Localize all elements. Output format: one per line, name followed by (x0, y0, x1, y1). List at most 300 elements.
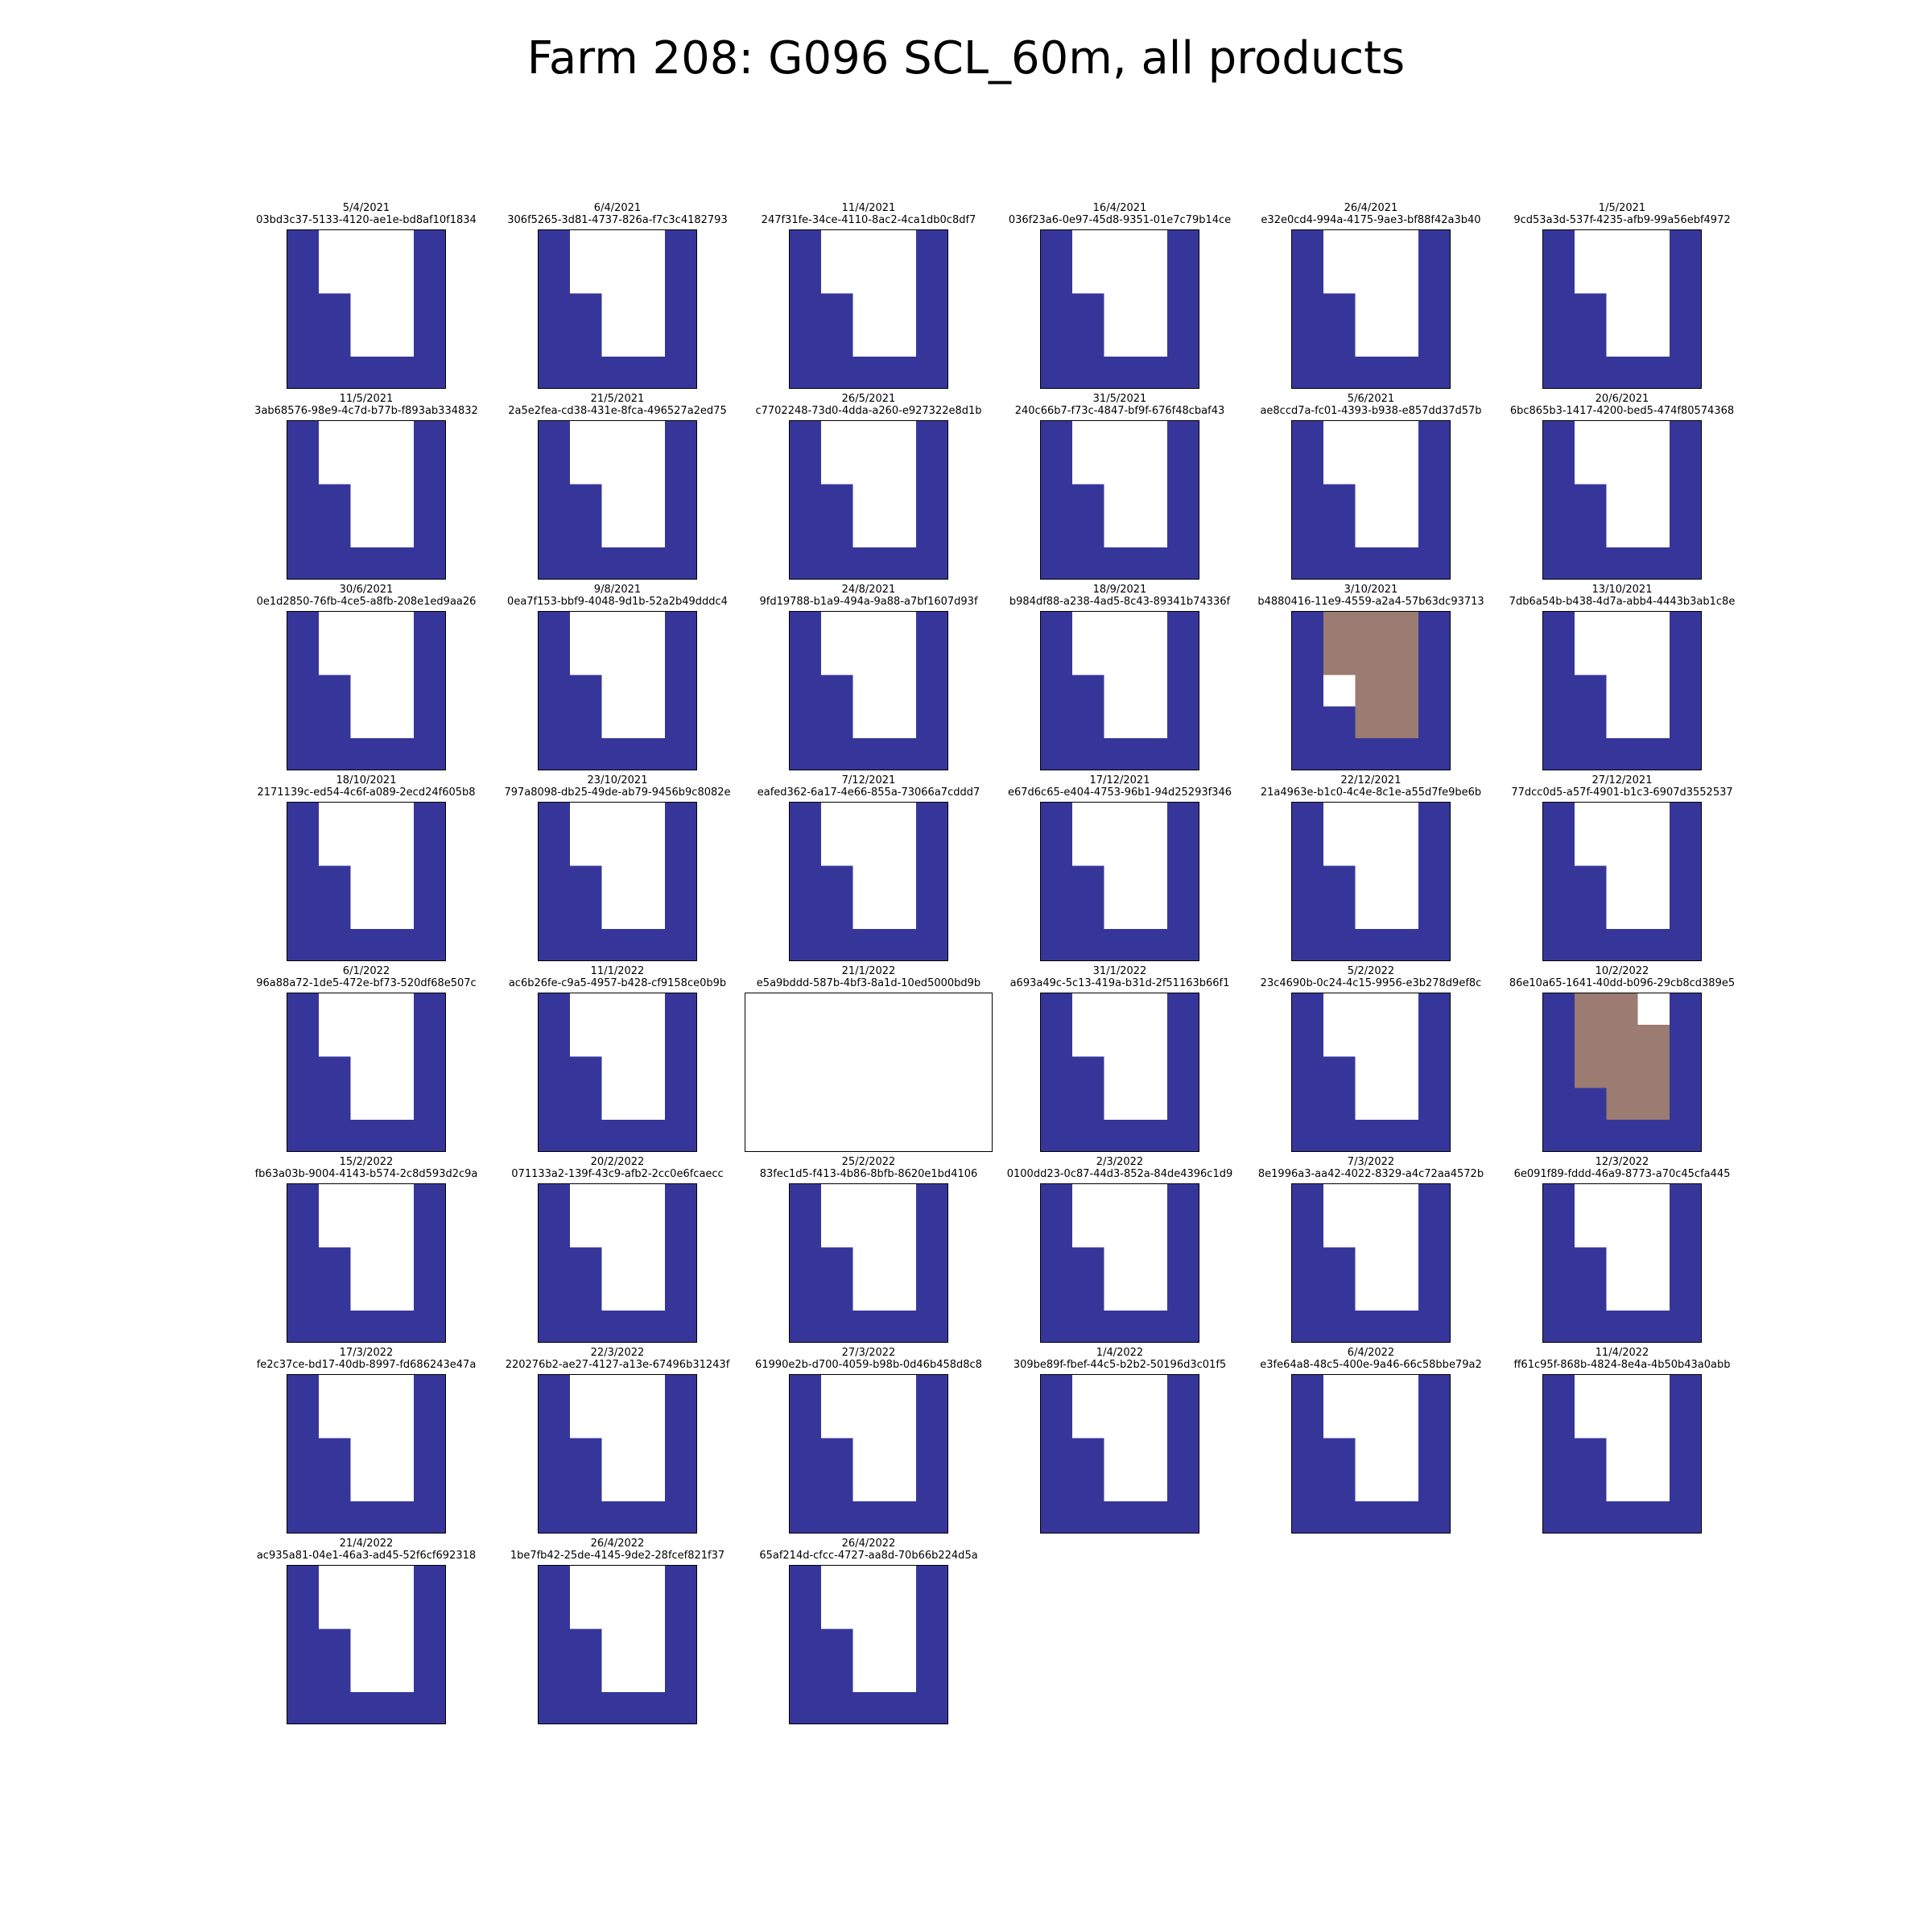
scl-pixel-blank (601, 1247, 634, 1279)
scl-pixel-vegetation (539, 1566, 571, 1598)
scl-pixel-vegetation (414, 1279, 445, 1311)
scl-panel (508, 965, 727, 1152)
scl-heatmap (539, 421, 696, 579)
scl-heatmap (1041, 1375, 1199, 1533)
scl-pixel-vegetation (916, 516, 947, 548)
scl-pixel-vegetation (634, 1120, 666, 1151)
scl-pixel-vegetation (916, 707, 947, 739)
scl-pixel-blank (319, 421, 351, 453)
scl-pixel-vegetation (570, 1438, 602, 1470)
scl-pixel-vegetation (287, 484, 320, 516)
scl-pixel-blank (1136, 452, 1168, 485)
panel-date: 24/8/2021 (841, 584, 896, 596)
scl-pixel-vegetation (821, 1470, 853, 1502)
scl-pixel-vegetation (1575, 1438, 1607, 1470)
scl-pixel-vegetation (1418, 1470, 1450, 1502)
scl-pixel-blank (1575, 452, 1607, 485)
scl-pixel-blank (1355, 293, 1387, 325)
panel-product-id: 6e091f89-fddd-46a9-8773-a70c45cfa445 (1513, 1168, 1731, 1180)
scl-pixel-vegetation (665, 547, 696, 579)
scl-heatmap (790, 230, 947, 388)
scl-pixel-vegetation (916, 865, 947, 898)
scl-pixel-blank (885, 293, 917, 325)
scl-pixel-vegetation (1418, 707, 1450, 739)
scl-pixel-blank (852, 1406, 885, 1439)
panel-image (789, 1565, 948, 1724)
scl-pixel-vegetation (1543, 803, 1575, 835)
panel-image (1291, 611, 1451, 770)
scl-pixel-vegetation (1418, 1406, 1450, 1439)
scl-pixel-blank (1387, 1025, 1419, 1057)
scl-pixel-blank (821, 1184, 853, 1216)
scl-pixel-blank (634, 1247, 666, 1279)
scl-pixel-vegetation (319, 1438, 351, 1470)
scl-pixel-blank (382, 1375, 415, 1407)
scl-pixel-vegetation (1323, 547, 1356, 579)
scl-pixel-vegetation (1167, 547, 1199, 579)
scl-pixel-vegetation (665, 1025, 696, 1057)
scl-pixel-blank (350, 1247, 382, 1279)
scl-pixel-vegetation (1292, 230, 1324, 262)
scl-pixel-vegetation (1418, 421, 1450, 453)
scl-pixel-vegetation (319, 516, 351, 548)
scl-pixel-blank (350, 643, 382, 675)
scl-pixel-vegetation (852, 1311, 885, 1342)
scl-pixel-vegetation (1543, 1120, 1575, 1151)
scl-pixel-vegetation (916, 230, 947, 262)
scl-pixel-vegetation (1292, 1056, 1324, 1088)
scl-pixel-vegetation (414, 834, 445, 866)
scl-pixel-vegetation (287, 865, 320, 898)
scl-pixel-vegetation (1292, 675, 1324, 707)
scl-pixel-blank (1104, 834, 1136, 866)
scl-pixel-vegetation (1292, 1216, 1324, 1248)
scl-pixel-blank (350, 612, 382, 644)
scl-panel (1257, 1156, 1484, 1343)
scl-pixel-vegetation (319, 1501, 351, 1533)
scl-pixel-vegetation (1323, 1501, 1356, 1533)
scl-pixel-vegetation (1136, 738, 1168, 770)
scl-pixel-vegetation (382, 929, 415, 960)
panel-date: 20/2/2022 (590, 1156, 645, 1168)
panel-image (1542, 611, 1702, 770)
scl-pixel-blank (1072, 1216, 1104, 1248)
scl-pixel-blank (634, 865, 666, 898)
scl-pixel-vegetation (1575, 1279, 1607, 1311)
scl-pixel-vegetation (916, 325, 947, 357)
scl-pixel-vegetation (916, 1692, 947, 1724)
scl-heatmap (1292, 803, 1450, 960)
scl-pixel-vegetation (539, 1279, 571, 1311)
scl-pixel-vegetation (665, 325, 696, 357)
scl-pixel-vegetation (1292, 1279, 1324, 1311)
scl-pixel-blank (1136, 325, 1168, 357)
panel-product-id: 9fd19788-b1a9-494a-9a88-a7bf1607d93f (759, 596, 978, 608)
scl-pixel-vegetation (570, 1661, 602, 1693)
scl-pixel-vegetation (790, 803, 822, 835)
scl-pixel-cloud_shadow (1323, 612, 1356, 644)
scl-pixel-vegetation (790, 1279, 822, 1311)
scl-pixel-vegetation (1575, 484, 1607, 516)
scl-pixel-blank (1606, 293, 1638, 325)
scl-pixel-vegetation (414, 1629, 445, 1661)
scl-pixel-blank (1136, 1056, 1168, 1088)
scl-pixel-vegetation (885, 1692, 917, 1724)
scl-pixel-vegetation (1167, 1438, 1199, 1470)
scl-pixel-vegetation (1670, 452, 1701, 485)
scl-pixel-vegetation (790, 325, 822, 357)
scl-pixel-cloud_shadow (1606, 1056, 1638, 1088)
scl-pixel-blank (1575, 421, 1607, 453)
scl-pixel-blank (1072, 1184, 1104, 1216)
scl-pixel-blank (1387, 293, 1419, 325)
scl-pixel-blank (885, 1375, 917, 1407)
scl-panel (1260, 965, 1482, 1152)
scl-pixel-blank (1355, 1375, 1387, 1407)
scl-pixel-vegetation (1418, 357, 1450, 388)
scl-heatmap (1041, 230, 1199, 388)
panel-date: 22/3/2022 (590, 1347, 645, 1359)
scl-pixel-vegetation (665, 1375, 696, 1407)
scl-pixel-blank (1575, 1184, 1607, 1216)
scl-pixel-blank (1575, 643, 1607, 675)
scl-pixel-vegetation (319, 929, 351, 960)
panel-title (1494, 1347, 1750, 1371)
scl-pixel-vegetation (1543, 452, 1575, 485)
scl-pixel-vegetation (790, 1438, 822, 1470)
scl-panel (1513, 1347, 1731, 1534)
scl-pixel-vegetation (570, 707, 602, 739)
scl-pixel-blank (1355, 1438, 1387, 1470)
scl-pixel-vegetation (414, 1216, 445, 1248)
panel-date: 1/4/2022 (1096, 1347, 1144, 1359)
scl-panel (507, 202, 728, 389)
scl-pixel-vegetation (1418, 1216, 1450, 1248)
scl-pixel-blank (1387, 1375, 1419, 1407)
scl-pixel-blank (1136, 675, 1168, 707)
scl-pixel-cloud_shadow (1638, 1088, 1670, 1121)
scl-pixel-blank (1136, 1216, 1168, 1248)
scl-pixel-vegetation (1292, 707, 1324, 739)
scl-pixel-vegetation (570, 1088, 602, 1121)
scl-pixel-blank (821, 643, 853, 675)
scl-pixel-blank (1323, 803, 1356, 835)
scl-pixel-blank (1355, 865, 1387, 898)
scl-pixel-vegetation (665, 1566, 696, 1598)
panel-image (1040, 229, 1199, 389)
scl-pixel-vegetation (414, 1661, 445, 1693)
scl-pixel-blank (1606, 1438, 1638, 1470)
panel-image (287, 229, 446, 389)
scl-pixel-blank (1387, 516, 1419, 548)
scl-pixel-blank (1575, 262, 1607, 294)
scl-pixel-vegetation (1387, 357, 1419, 388)
scl-pixel-vegetation (539, 1216, 571, 1248)
scl-pixel-vegetation (414, 452, 445, 485)
scl-pixel-blank (1355, 1470, 1387, 1502)
scl-pixel-vegetation (1292, 325, 1324, 357)
scl-panel (756, 965, 981, 1152)
scl-pixel-vegetation (821, 1661, 853, 1693)
scl-pixel-vegetation (1670, 1247, 1701, 1279)
scl-pixel-vegetation (1418, 516, 1450, 548)
scl-pixel-cloud_shadow (1638, 1025, 1670, 1057)
panel-image (1291, 1374, 1451, 1534)
scl-pixel-vegetation (1543, 484, 1575, 516)
scl-pixel-vegetation (414, 484, 445, 516)
scl-pixel-blank (319, 1597, 351, 1629)
scl-pixel-blank (1606, 230, 1638, 262)
scl-pixel-vegetation (1575, 547, 1607, 579)
scl-pixel-vegetation (1292, 421, 1324, 453)
scl-pixel-vegetation (539, 898, 571, 930)
panel-image (1040, 993, 1199, 1152)
scl-pixel-blank (382, 898, 415, 930)
scl-pixel-vegetation (1418, 1088, 1450, 1121)
scl-pixel-vegetation (1167, 262, 1199, 294)
panel-product-id: b4880416-11e9-4559-a2a4-57b63dc93713 (1257, 596, 1484, 608)
scl-pixel-blank (319, 993, 351, 1026)
scl-pixel-vegetation (1543, 643, 1575, 675)
scl-pixel-vegetation (539, 262, 571, 294)
scl-pixel-vegetation (916, 1311, 947, 1342)
scl-pixel-vegetation (539, 293, 571, 325)
scl-pixel-vegetation (1167, 929, 1199, 960)
scl-pixel-blank (1355, 1025, 1387, 1057)
scl-pixel-vegetation (1041, 675, 1073, 707)
scl-pixel-blank (885, 1661, 917, 1693)
scl-pixel-vegetation (539, 738, 571, 770)
scl-pixel-vegetation (1575, 357, 1607, 388)
scl-pixel-vegetation (1670, 1088, 1701, 1121)
scl-pixel-blank (570, 803, 602, 835)
scl-pixel-vegetation (1670, 738, 1701, 770)
scl-pixel-vegetation (1072, 1438, 1104, 1470)
scl-heatmap (790, 1566, 947, 1724)
scl-pixel-vegetation (1670, 1184, 1701, 1216)
scl-heatmap (790, 803, 947, 960)
scl-pixel-blank (601, 898, 634, 930)
scl-pixel-vegetation (350, 738, 382, 770)
scl-pixel-vegetation (1575, 738, 1607, 770)
scl-pixel-cloud_shadow (1638, 1056, 1670, 1088)
scl-pixel-vegetation (1167, 325, 1199, 357)
scl-pixel-blank (1136, 262, 1168, 294)
panel-date: 9/8/2021 (593, 584, 642, 596)
scl-pixel-vegetation (1543, 262, 1575, 294)
panel-product-id: 220276b2-ae27-4127-a13e-67496b31243f (505, 1359, 730, 1371)
panel-product-id: 21a4963e-b1c0-4c4e-8c1e-a55d7fe9be6b (1260, 786, 1482, 799)
scl-pixel-vegetation (601, 1120, 634, 1151)
scl-pixel-blank (634, 1470, 666, 1502)
scl-pixel-vegetation (1041, 1216, 1073, 1248)
scl-pixel-blank (1072, 803, 1104, 835)
scl-pixel-vegetation (414, 1375, 445, 1407)
scl-pixel-vegetation (916, 929, 947, 960)
scl-pixel-blank (601, 1279, 634, 1311)
scl-pixel-vegetation (287, 1597, 320, 1629)
panel-title (741, 774, 997, 799)
scl-pixel-vegetation (1638, 738, 1670, 770)
scl-pixel-vegetation (1072, 1088, 1104, 1121)
scl-pixel-blank (1072, 993, 1104, 1026)
scl-heatmap (1543, 993, 1701, 1151)
scl-pixel-vegetation (570, 1501, 602, 1533)
scl-pixel-vegetation (1292, 643, 1324, 675)
scl-pixel-vegetation (414, 738, 445, 770)
scl-pixel-vegetation (1072, 1501, 1104, 1533)
scl-pixel-blank (350, 262, 382, 294)
panel-title (238, 393, 494, 417)
scl-pixel-vegetation (1543, 929, 1575, 960)
scl-pixel-blank (852, 421, 885, 453)
scl-pixel-vegetation (1418, 993, 1450, 1026)
panel-title (1243, 202, 1499, 226)
scl-pixel-blank (1638, 1184, 1670, 1216)
scl-pixel-vegetation (287, 1216, 320, 1248)
scl-pixel-vegetation (821, 1247, 853, 1279)
scl-pixel-blank (601, 993, 634, 1026)
scl-pixel-vegetation (1167, 1247, 1199, 1279)
panel-date: 11/4/2022 (1595, 1347, 1649, 1359)
scl-pixel-vegetation (287, 1247, 320, 1279)
scl-pixel-blank (1323, 230, 1356, 262)
scl-pixel-blank (382, 1247, 415, 1279)
scl-pixel-blank (1387, 834, 1419, 866)
scl-pixel-vegetation (1292, 1184, 1324, 1216)
scl-pixel-vegetation (1606, 1311, 1638, 1342)
scl-pixel-blank (1104, 1025, 1136, 1057)
scl-pixel-vegetation (1575, 1088, 1607, 1121)
scl-pixel-vegetation (821, 675, 853, 707)
scl-pixel-blank (350, 1056, 382, 1088)
scl-pixel-vegetation (1543, 834, 1575, 866)
panel-product-id: e67d6c65-e404-4753-96b1-94d25293f346 (1007, 786, 1232, 799)
panel-product-id: e5a9bddd-587b-4bf3-8a1d-10ed5000bd9b (756, 977, 981, 989)
scl-pixel-blank (1136, 1025, 1168, 1057)
scl-pixel-vegetation (1292, 262, 1324, 294)
scl-panel (256, 584, 477, 770)
scl-pixel-vegetation (570, 357, 602, 388)
scl-pixel-blank (1104, 865, 1136, 898)
scl-pixel-vegetation (1136, 1501, 1168, 1533)
scl-pixel-blank (1136, 1375, 1168, 1407)
scl-pixel-vegetation (319, 1311, 351, 1342)
scl-pixel-vegetation (319, 675, 351, 707)
scl-pixel-vegetation (916, 1438, 947, 1470)
scl-pixel-blank (1136, 993, 1168, 1026)
scl-pixel-blank (1136, 293, 1168, 325)
scl-pixel-blank (1606, 643, 1638, 675)
scl-pixel-blank (1387, 898, 1419, 930)
scl-pixel-blank (1136, 643, 1168, 675)
scl-pixel-vegetation (414, 1692, 445, 1724)
scl-pixel-blank (1136, 421, 1168, 453)
scl-pixel-vegetation (1355, 547, 1387, 579)
scl-pixel-blank (634, 1597, 666, 1629)
scl-pixel-vegetation (1167, 865, 1199, 898)
scl-pixel-blank (601, 865, 634, 898)
scl-pixel-blank (885, 262, 917, 294)
scl-pixel-blank (634, 230, 666, 262)
scl-pixel-vegetation (414, 1501, 445, 1533)
scl-pixel-vegetation (287, 738, 320, 770)
scl-pixel-vegetation (319, 1470, 351, 1502)
panel-date: 18/9/2021 (1092, 584, 1147, 596)
scl-pixel-blank (821, 1406, 853, 1439)
scl-pixel-blank (1323, 1375, 1356, 1407)
scl-pixel-vegetation (1606, 1120, 1638, 1151)
scl-pixel-vegetation (1670, 1375, 1701, 1407)
scl-pixel-vegetation (1543, 1375, 1575, 1407)
panel-title (238, 1156, 494, 1180)
scl-pixel-blank (1606, 1184, 1638, 1216)
scl-pixel-blank (382, 1216, 415, 1248)
scl-pixel-vegetation (1418, 262, 1450, 294)
scl-pixel-vegetation (539, 1088, 571, 1121)
scl-pixel-vegetation (1606, 929, 1638, 960)
scl-heatmap (539, 1375, 696, 1533)
scl-pixel-blank (601, 612, 634, 644)
scl-pixel-blank (601, 803, 634, 835)
scl-pixel-blank (1387, 993, 1419, 1026)
panel-date: 5/2/2022 (1347, 965, 1395, 977)
panel-image (538, 611, 697, 770)
scl-pixel-vegetation (287, 1088, 320, 1121)
scl-pixel-blank (1606, 675, 1638, 707)
scl-pixel-vegetation (1072, 357, 1104, 388)
scl-pixel-vegetation (916, 293, 947, 325)
scl-pixel-vegetation (852, 547, 885, 579)
scl-pixel-blank (634, 993, 666, 1026)
panel-date: 17/3/2022 (339, 1347, 394, 1359)
scl-pixel-vegetation (319, 1088, 351, 1121)
scl-pixel-blank (634, 803, 666, 835)
scl-pixel-vegetation (1543, 738, 1575, 770)
scl-pixel-blank (382, 262, 415, 294)
scl-pixel-blank (570, 1597, 602, 1629)
scl-pixel-vegetation (1543, 1438, 1575, 1470)
scl-pixel-vegetation (1638, 357, 1670, 388)
panel-date: 12/3/2022 (1595, 1156, 1649, 1168)
scl-pixel-vegetation (1041, 262, 1073, 294)
scl-pixel-vegetation (916, 421, 947, 453)
panel-date: 21/5/2021 (590, 393, 645, 405)
panel-product-id: 03bd3c37-5133-4120-ae1e-bd8af10f1834 (256, 214, 477, 226)
scl-pixel-blank (350, 452, 382, 485)
scl-pixel-vegetation (1418, 612, 1450, 644)
scl-pixel-blank (601, 1216, 634, 1248)
scl-pixel-vegetation (1072, 898, 1104, 930)
panel-product-id: 071133a2-139f-43c9-afb2-2cc0e6fcaecc (511, 1168, 724, 1180)
scl-pixel-vegetation (852, 929, 885, 960)
scl-pixel-blank (601, 1661, 634, 1693)
scl-pixel-vegetation (1575, 1501, 1607, 1533)
scl-pixel-vegetation (1072, 547, 1104, 579)
scl-pixel-vegetation (1670, 929, 1701, 960)
scl-pixel-vegetation (539, 547, 571, 579)
scl-pixel-vegetation (1606, 357, 1638, 388)
panel-product-id: b984df88-a238-4ad5-8c43-89341b74336f (1009, 596, 1231, 608)
scl-panel (1009, 965, 1230, 1152)
scl-pixel-vegetation (1543, 1025, 1575, 1057)
scl-pixel-vegetation (1167, 803, 1199, 835)
scl-pixel-vegetation (1670, 421, 1701, 453)
scl-panel (755, 1347, 982, 1534)
panel-title (489, 1538, 745, 1562)
scl-pixel-vegetation (1418, 1247, 1450, 1279)
scl-pixel-vegetation (790, 1406, 822, 1439)
